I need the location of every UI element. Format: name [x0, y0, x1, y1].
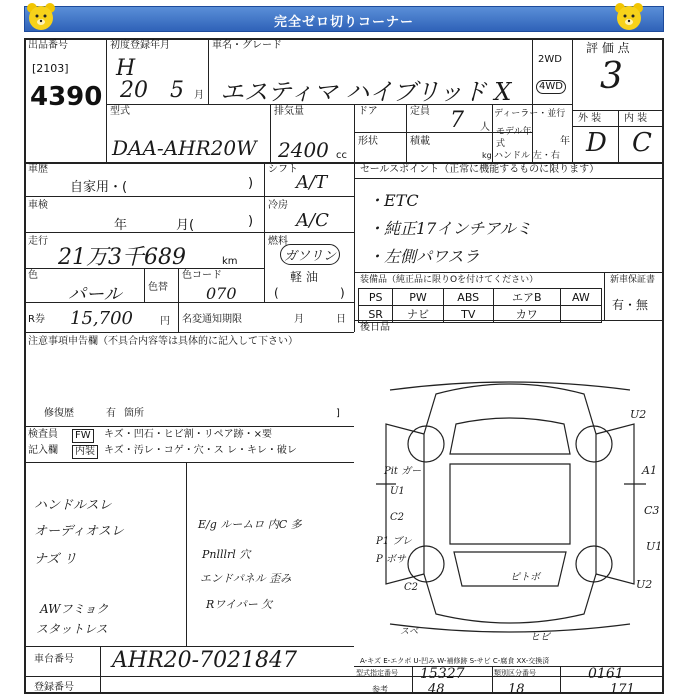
model-year-label: モデル年式 [496, 127, 532, 149]
diagram-mark-pitobo: ピトボ [510, 572, 540, 583]
model-code: DAA-AHR20W [112, 136, 257, 160]
damage-legend: A-キズ E-エクボ U-凹み W-補修跡 S-サビ C-腐食 XX-交換済 [360, 657, 550, 665]
fuel-alt: 軽 油 [290, 270, 318, 284]
diagram-mark-hibi: ヒビ [530, 632, 550, 643]
fuel-label: 燃料 [268, 236, 288, 247]
diagram-mark-c2-left: C2 [390, 512, 405, 523]
type-label: 型式 [110, 106, 130, 117]
check-interior: 内装 [72, 445, 98, 459]
km-unit: km [222, 256, 238, 267]
equip-ps: PS [359, 289, 393, 306]
equip-abs: ABS [443, 289, 493, 306]
selling-point-2: ・純正17インチアルミ [368, 219, 532, 238]
inspection-paren-close: ) [248, 214, 254, 229]
repair-label: 修復歴 [44, 408, 74, 419]
equip-pw: PW [393, 289, 443, 306]
capacity-label: 定員 [410, 106, 430, 117]
recycle-amount: 15,700 [70, 308, 133, 329]
diagram-mark-u1-right: U1 [646, 540, 663, 553]
exterior-label: 外 装 [578, 113, 602, 124]
capacity-unit: 人 [480, 122, 490, 133]
diagram-mark-c3: C3 [644, 504, 660, 517]
drive-4wd: 4WD [536, 80, 566, 94]
equip-aw: AW [560, 289, 601, 306]
diagram-mark-p1: P1 ブレ [376, 536, 412, 547]
inspector-note-2: オーディオスレ [34, 524, 124, 539]
shift-label: シフト [268, 164, 298, 175]
equip-sr: SR [359, 306, 393, 323]
displacement: 2400 [278, 138, 329, 162]
diagram-mark-pit: Pit ガー [384, 466, 422, 477]
inspector-note-5: AWフミョク [40, 602, 109, 616]
first-reg-month: 5 [170, 78, 184, 103]
equip-tv: TV [443, 306, 493, 323]
history-label: 車歴 [28, 164, 48, 175]
mileage: 21万3千689 [58, 245, 186, 270]
equipment-label: 装備品（純正品に限りOを付けてください） [360, 275, 539, 285]
lot-label: 出品番号 [28, 40, 68, 51]
chassis-label: 車台番号 [34, 654, 74, 665]
category-label: 類別区分番号 [494, 669, 536, 677]
fuel-paren-close: ) [340, 286, 345, 300]
capacity: 7 [450, 108, 464, 133]
deadline-day: 日 [336, 314, 346, 325]
check-fw: FW [72, 429, 94, 443]
drive-2wd: 2WD [538, 54, 562, 65]
ref-1: 48 [428, 682, 445, 697]
month-unit: 月 [194, 90, 204, 101]
name-label: 車名・グレード [212, 40, 282, 51]
inspection-label: 車検 [28, 200, 48, 211]
inspection-month-unit: 月( [176, 218, 195, 233]
ac: A/C [296, 210, 329, 231]
inspector-note2-1: E/g ルームロ 内C 多 [198, 518, 302, 531]
bear-mascot-icon [612, 0, 646, 34]
era: H [116, 56, 136, 81]
fuel-paren-open: ( [274, 286, 279, 300]
inspector-note2-3: エンドパネル 歪み [200, 572, 292, 585]
history-value: 自家用・( [70, 180, 128, 195]
cc-unit: cc [336, 150, 347, 161]
color-code-label: 色コード [182, 270, 222, 281]
later-items-label: 後日品 [360, 322, 390, 333]
ac-label: 冷房 [268, 200, 288, 211]
equip-leather: カワ [493, 306, 560, 323]
yen-unit: 円 [160, 316, 170, 327]
load-label: 積載 [410, 136, 430, 147]
check-row-1: キズ・凹石・ヒビ割・リペア跡・×要 [104, 429, 272, 440]
designation-number: 15327 [420, 666, 465, 682]
chassis-number: AHR20-7021847 [112, 648, 298, 673]
handle-label: ハンドル 左・右 [494, 151, 560, 161]
recycle-label: R券 [28, 314, 45, 325]
equip-airbag: エアB [493, 289, 560, 306]
designation-label: 型式指定番号 [356, 669, 398, 677]
inspection-year-unit: 年 [114, 218, 128, 233]
year-unit: 年 [560, 136, 570, 147]
interior-label: 内 装 [624, 113, 648, 124]
lot-number: 4390 [30, 82, 103, 112]
inspector-note-3: ナズ リ [34, 552, 77, 567]
first-reg-year: 20 [120, 78, 148, 103]
color-code: 070 [206, 284, 237, 303]
color-label: 色 [28, 270, 38, 281]
diagram-mark-u2-top: U2 [630, 408, 647, 421]
inspector-note-6: スタットレス [36, 622, 108, 636]
kg-unit: kg [482, 151, 492, 160]
inspector-note2-4: Rワイパー 欠 [206, 598, 273, 611]
repaint-label: 色替 [148, 282, 168, 293]
selling-point-3: ・左側パワスラ [368, 247, 480, 266]
banner [24, 6, 664, 32]
selling-points-label: セールスポイント（正常に機能するものに限ります） [360, 164, 600, 175]
score: 3 [600, 56, 623, 97]
diagram-mark-pbosa: P ボサ [376, 554, 406, 565]
deadline-month: 月 [294, 314, 304, 325]
diagram-mark-sube: スベ [400, 627, 419, 637]
model-name: エスティマ ハイブリッド X [220, 78, 512, 106]
bear-mascot-icon [24, 0, 58, 34]
registration-label: 登録番号 [34, 682, 74, 693]
interior-grade: C [632, 128, 652, 158]
category-number: 0161 [588, 666, 624, 682]
shift: A/T [296, 172, 328, 193]
diagram-mark-u1-left: U1 [390, 486, 405, 497]
diagram-mark-c2-bottom: C2 [404, 582, 419, 593]
displacement-label: 排気量 [274, 106, 304, 117]
fuel: ガソリン [280, 244, 340, 265]
repair-close: ] [336, 408, 340, 419]
banner-title: 完全ゼロ切りコーナー [273, 15, 414, 30]
check-label-2: 記入欄 [28, 445, 58, 456]
new-warranty-label: 新車保証書 [610, 275, 656, 285]
ref-3: 171 [610, 682, 635, 697]
check-label-1: 検査員 [28, 429, 58, 440]
equipment-table [358, 288, 602, 323]
ref-label: 参考 [372, 685, 388, 694]
ref-2: 18 [508, 682, 525, 697]
lot-code: [2103] [32, 62, 69, 75]
inspector-note2-2: Pnlllrl 穴 [202, 548, 251, 561]
exterior-grade: D [586, 128, 607, 158]
equip-navi: ナビ [393, 306, 443, 323]
mileage-label: 走行 [28, 236, 48, 247]
check-row-2: キズ・汚レ・コゲ・穴・ス レ・キレ・破レ [104, 445, 297, 456]
notes-label: 注意事項申告欄（不具合内容等は具体的に記入して下さい） [28, 336, 298, 347]
color: パール [68, 284, 122, 305]
deadline-label: 名変通知期限 [182, 314, 242, 325]
score-label: 評 価 点 [586, 41, 630, 55]
selling-point-1: ・ETC [368, 191, 419, 210]
repair-value: 有 [106, 408, 116, 419]
diagram-mark-a1: A1 [642, 464, 657, 477]
history-paren-close: ) [248, 176, 254, 191]
dealer-label: ディーラー・並行 [494, 109, 566, 119]
new-warranty-value: 有・無 [612, 298, 649, 312]
first-reg-label: 初度登録年月 [110, 40, 170, 51]
inspector-note-1: ハンドルスレ [34, 498, 112, 513]
door-label: ドア [358, 106, 378, 117]
shape-label: 形状 [358, 136, 378, 147]
diagram-mark-u2-bottom: U2 [636, 578, 653, 591]
repair-paren: 箇所 [124, 408, 144, 419]
